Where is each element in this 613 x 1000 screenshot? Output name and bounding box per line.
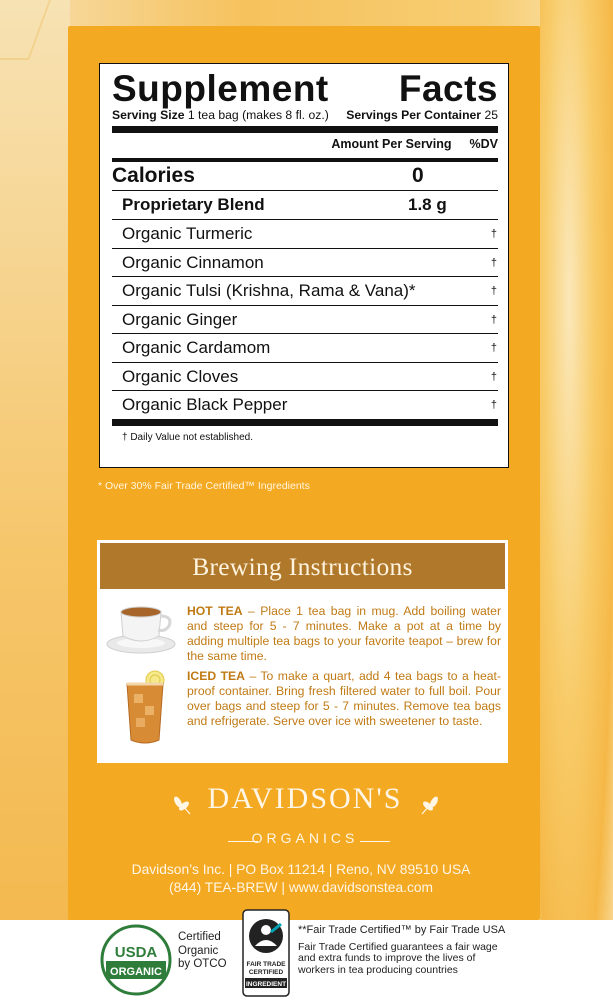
ft-badge-line: CERTIFIED [248,969,284,976]
divider-thick-bottom [112,419,498,426]
amount-header: Amount Per Serving [331,137,452,151]
certified-line: Organic [178,944,219,957]
fair-trade-badge [241,908,291,998]
ingredient-row [112,276,498,305]
fair-trade-text [298,925,510,976]
hot-tea-instructions [187,604,501,664]
fair-trade-title: **Fair Trade Certified™ by Fair Trade USA [298,924,506,936]
usda-seal-bottom-text: ORGANIC [110,966,162,978]
ingredient-name: Organic Tulsi (Krishna, Rama & Vana)* [122,281,416,300]
fair-trade-body: Fair Trade Certified guarantees a fair wage and extra funds to improve the lives of workers in tea producing countries [298,940,498,976]
brewing-instructions-box [97,540,508,763]
ingredient-name: Organic Ginger [122,309,238,329]
dagger-mark: † [490,313,497,326]
fair-trade-footnote: * Over 30% Fair Trade Certified™ Ingredients [98,480,310,492]
brand-logo-name: DAVIDSON'S [207,782,403,815]
blend-value: 1.8 g [408,195,447,214]
dagger-mark: † [490,370,497,383]
iced-tea-text: – To make a quart, add 4 tea bags to a heat-proof container. Bring fresh filtered water to full boil. Pour over bags and steep for 5 - 7 minutes. Remove tea bags and refrigerate. Serve over ice with sweetener to taste. [187,669,501,728]
ingredient-row [112,305,498,334]
servings-label: Servings Per Container [346,108,482,122]
calories-row [112,162,498,190]
teacup-icon [105,600,179,656]
dagger-mark: † [490,285,497,297]
supplement-facts-box [99,63,509,468]
brewing-title: Brewing Instructions [97,540,508,589]
background-texture-right [540,0,613,1000]
facts-title [112,70,498,108]
ingredient-name: Organic Cloves [122,366,239,386]
ingredient-row [112,333,498,362]
dv-footnote: † Daily Value not established. [122,431,254,443]
dv-header: %DV [469,137,498,151]
iced-tea-instructions [187,669,501,729]
dagger-mark: † [490,342,497,354]
ingredient-row [112,362,498,391]
serving-size-label: Serving Size [112,108,185,122]
dagger-mark: † [490,228,497,240]
ingredient-name: Organic Black Pepper [122,395,288,414]
hot-tea-label: HOT TEA [187,604,243,618]
dagger-mark: † [490,399,497,411]
company-address: Davidson’s Inc. | PO Box 11214 | Reno, NV 89510 USA [131,862,471,877]
ingredient-row [112,248,498,277]
divider-thick [112,126,498,133]
ingredient-name: Organic Cardamom [122,338,271,357]
blend-row [112,191,498,219]
facts-title-left: Supplement [112,68,329,109]
hot-tea-text: – Place 1 tea bag in mug. Add boiling water and steep for 5 - 7 minutes. Make a pot at a time by adding multiple tea bags to your favorite teapot – brew for the same time. [187,604,501,663]
serving-size-value: 1 tea bag (makes 8 fl. oz.) [187,108,329,122]
blend-label: Proprietary Blend [122,195,265,214]
amount-header-row [112,133,498,158]
usda-organic-seal [100,924,172,996]
ingredient-row [112,219,498,248]
certified-organic-text [178,931,227,972]
usda-seal-top-text: USDA [114,944,158,961]
calories-value: 0 [412,164,424,187]
iced-tea-glass-icon [119,670,171,746]
facts-title-right: Facts [398,68,498,109]
background-texture-left [0,0,70,1000]
company-contact: (844) TEA-BREW | www.davidsonstea.com [168,880,434,895]
ft-badge-line: FAIR TRADE [246,961,286,968]
serving-row [112,108,498,123]
ingredient-name: Organic Cinnamon [122,252,264,272]
brand-logo-sub: ORGANICS [251,830,359,846]
ingredient-row [112,390,498,419]
ingredient-name: Organic Turmeric [122,224,253,243]
iced-tea-label: ICED TEA [187,669,245,683]
servings-value: 25 [484,108,498,122]
certified-line: Certified [178,931,221,943]
ingredient-list [112,219,498,419]
dagger-mark: † [490,256,497,269]
certified-line: by OTCO [178,958,227,970]
ft-badge-line: INGREDIENT [245,981,287,988]
calories-label: Calories [112,164,195,187]
